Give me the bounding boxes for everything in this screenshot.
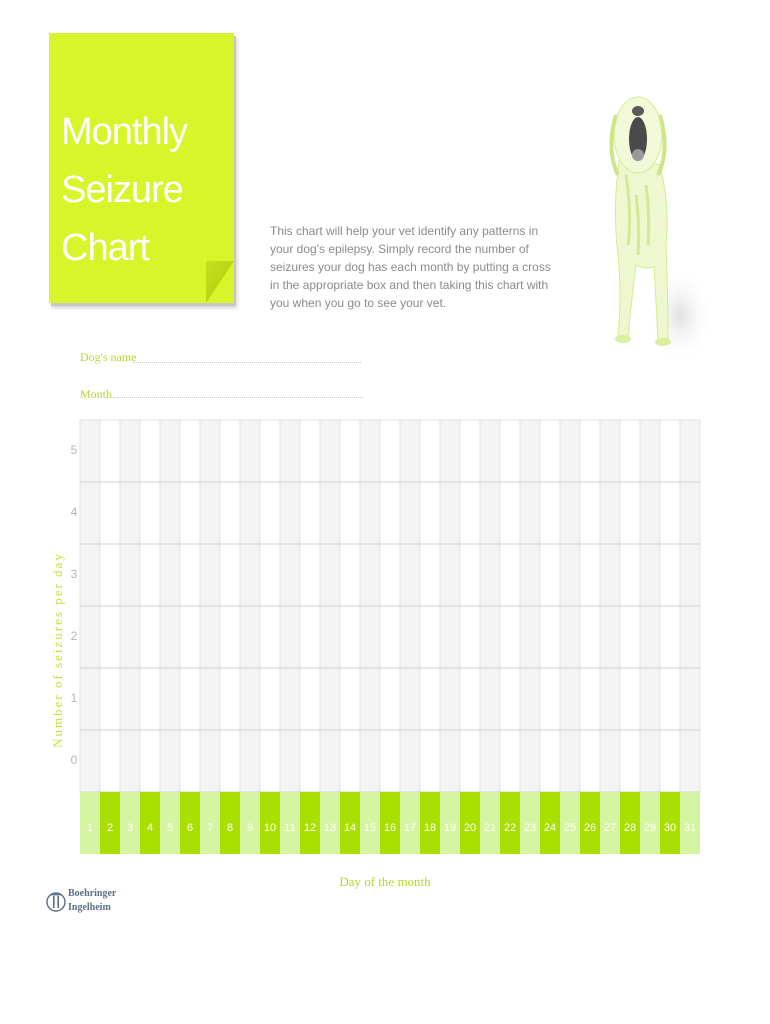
day-label: 14 <box>343 822 357 834</box>
day-label: 25 <box>563 822 577 834</box>
logo-line-2: Ingelheim <box>68 902 111 913</box>
day-label: 2 <box>106 822 114 834</box>
month-label: Month <box>80 387 113 401</box>
day-label: 21 <box>483 822 497 834</box>
day-label: 7 <box>206 822 214 834</box>
intro-text: This chart will help your vet identify any patterns in your dog's epilepsy. Simply record the number of seizures your dog has each month by putting a cross in the appropriate box and then taking this chart with you when you go to see your vet. <box>270 224 551 310</box>
y-tick-label: 5 <box>70 443 78 457</box>
dog-name-label: Dog's name <box>80 350 137 364</box>
day-label: 15 <box>363 822 377 834</box>
day-label: 28 <box>623 822 637 834</box>
day-label: 23 <box>523 822 537 834</box>
y-tick-label: 1 <box>70 691 78 705</box>
day-label: 27 <box>603 822 617 834</box>
day-label: 16 <box>383 822 397 834</box>
day-label: 8 <box>226 822 234 834</box>
day-label: 19 <box>443 822 457 834</box>
title-line: Monthly <box>61 111 188 153</box>
day-label: 11 <box>284 822 296 834</box>
x-axis-title: Day of the month <box>339 874 431 889</box>
day-label: 9 <box>246 822 254 834</box>
day-label: 17 <box>403 822 417 834</box>
day-label: 6 <box>186 822 194 834</box>
y-tick-label: 3 <box>70 567 78 581</box>
title-line: Seizure <box>61 169 183 211</box>
day-label: 10 <box>263 822 277 834</box>
day-label: 18 <box>423 822 437 834</box>
logo-line-1: Boehringer <box>68 888 117 899</box>
y-axis-title-text: Number of seizures per day <box>50 552 65 748</box>
y-tick-label: 2 <box>70 629 78 643</box>
day-label: 3 <box>126 822 134 834</box>
y-tick-label: 0 <box>70 753 78 767</box>
title-line: Chart <box>61 227 149 269</box>
day-label: 12 <box>303 822 317 834</box>
day-label: 24 <box>543 822 557 834</box>
day-label: 13 <box>323 822 337 834</box>
day-label: 20 <box>463 822 477 834</box>
y-tick-label: 4 <box>70 505 78 519</box>
day-label: 26 <box>583 822 597 834</box>
day-label: 31 <box>683 822 697 834</box>
day-label: 30 <box>663 822 677 834</box>
day-label: 5 <box>166 822 174 834</box>
day-label: 4 <box>146 822 154 834</box>
day-label: 1 <box>86 822 94 834</box>
day-label: 29 <box>643 822 657 834</box>
day-label: 22 <box>503 822 517 834</box>
